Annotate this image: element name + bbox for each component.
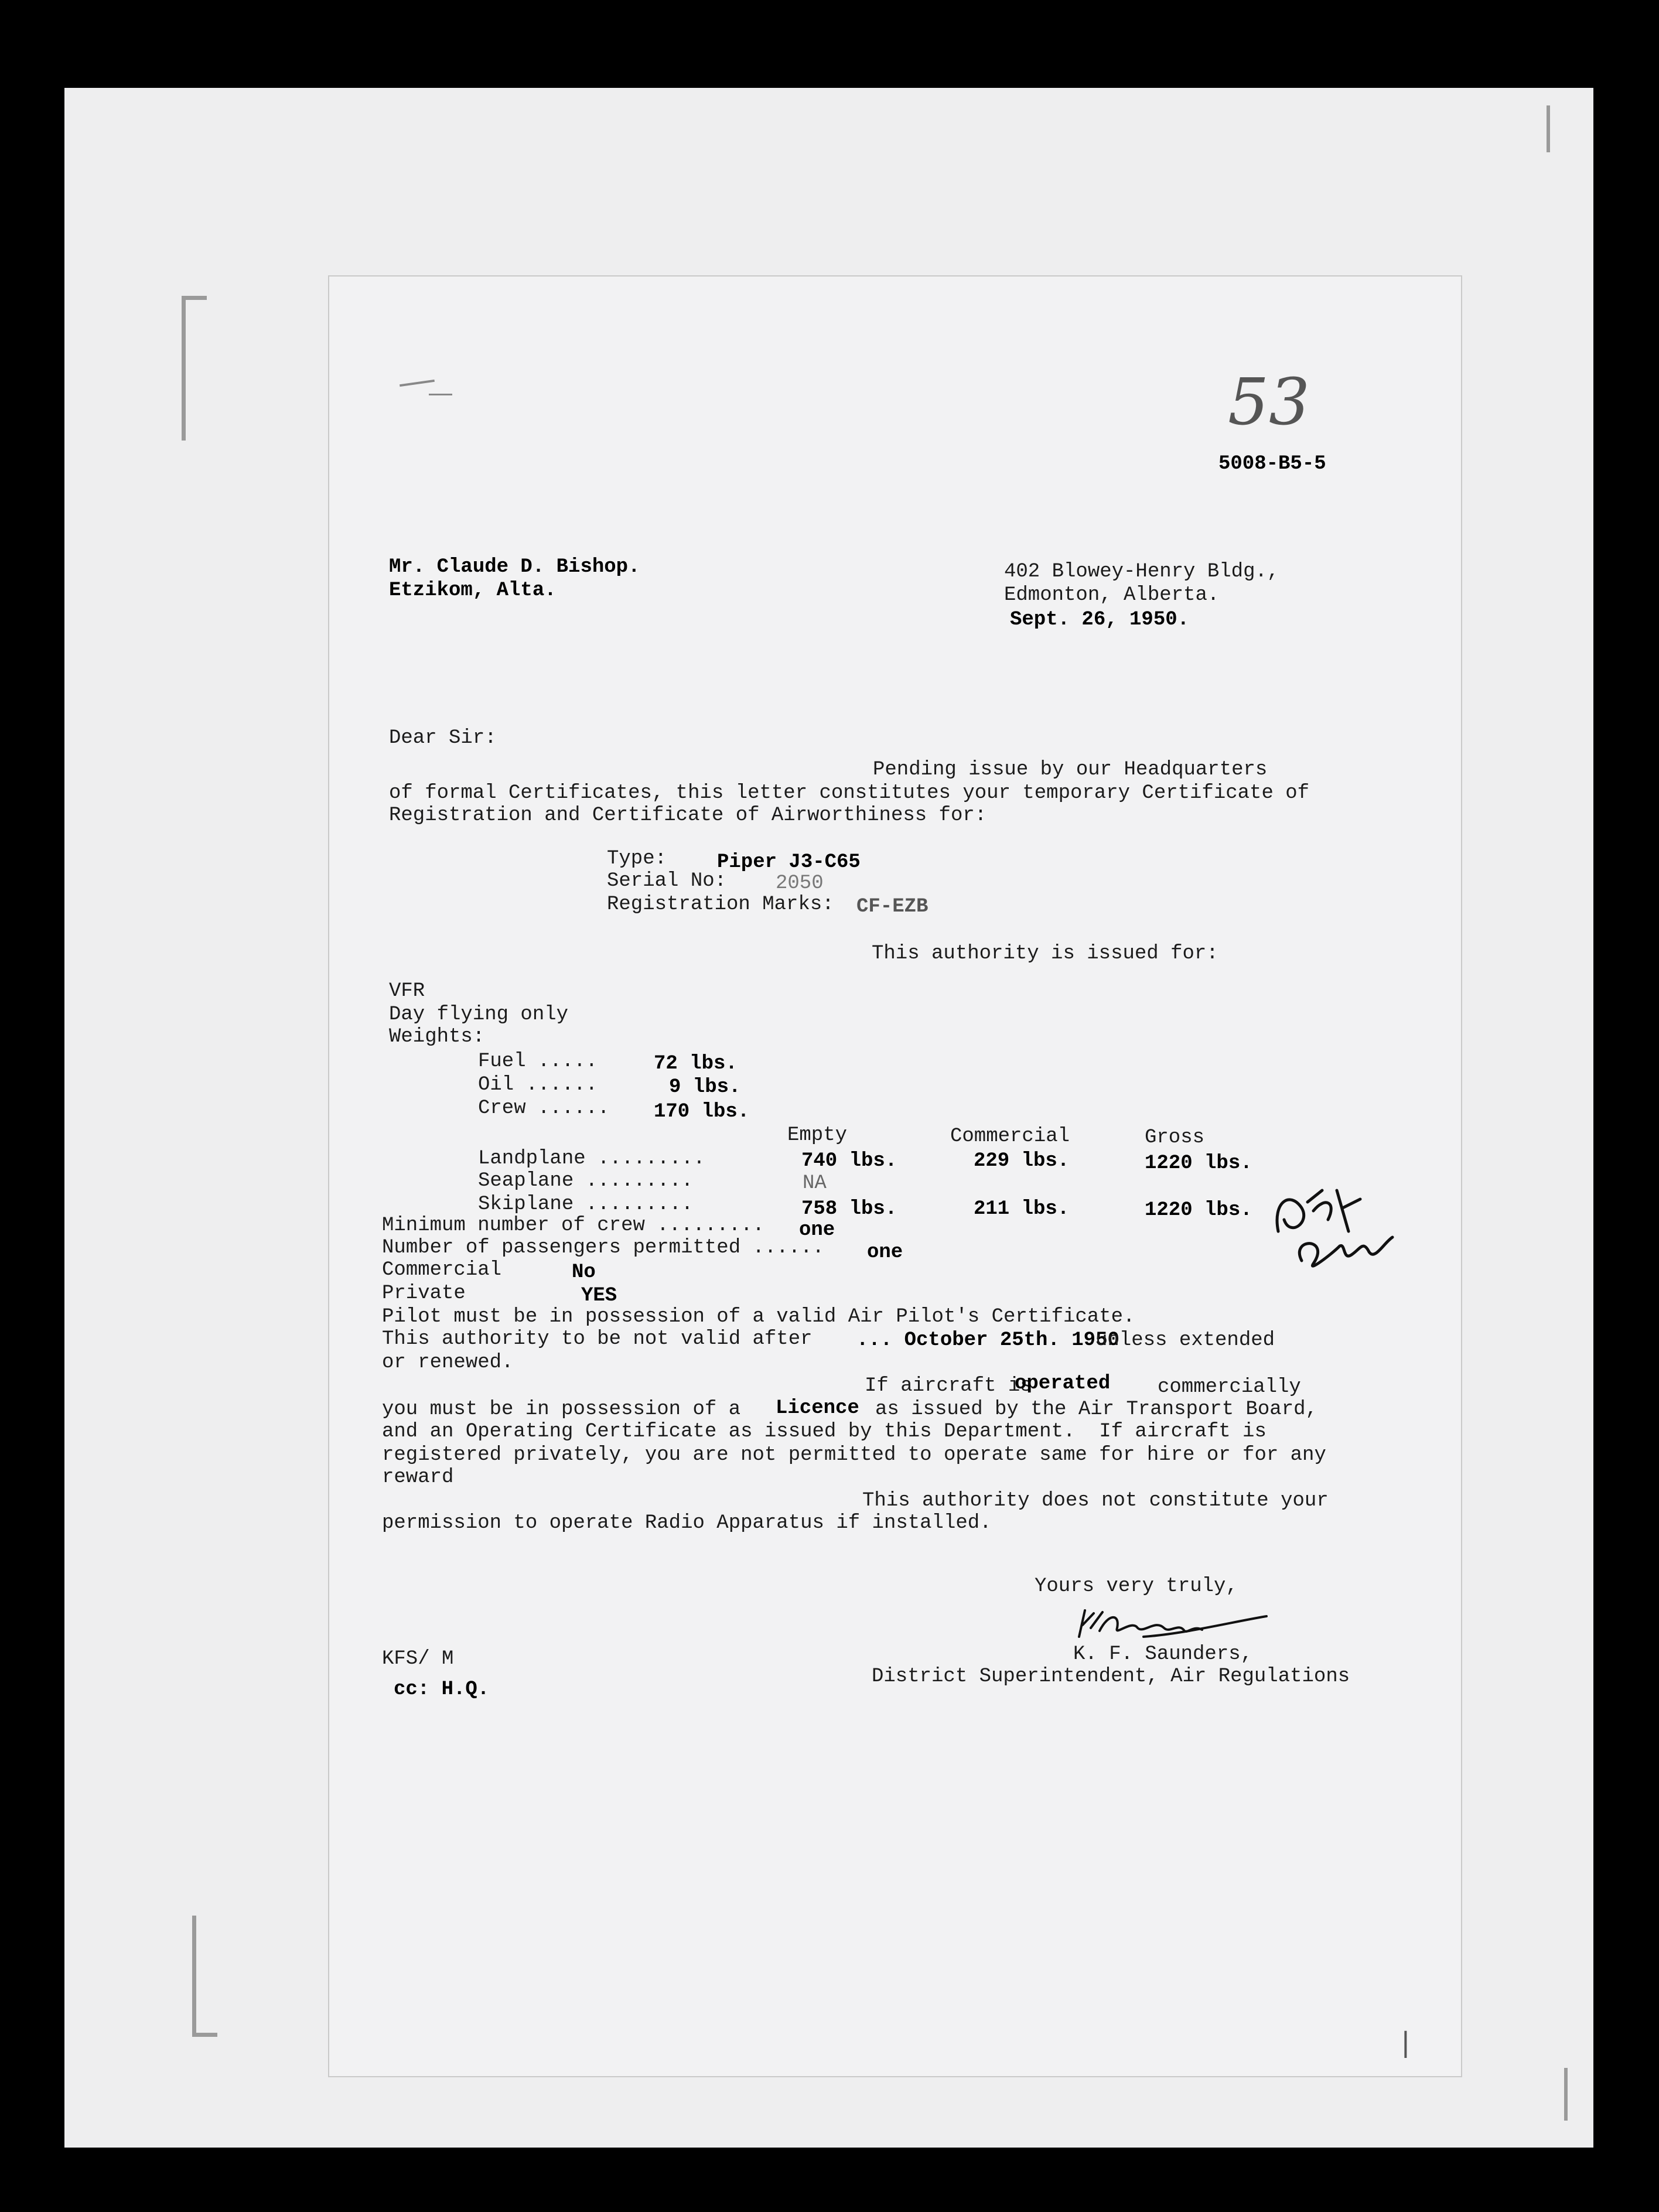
document-mount bbox=[64, 88, 1593, 2148]
commercial-label: Commercial bbox=[382, 1259, 502, 1281]
stray-mark bbox=[400, 380, 435, 387]
skiplane-commercial: 211 lbs. bbox=[974, 1198, 1070, 1220]
passengers-label: Number of passengers permitted ...... bbox=[382, 1237, 824, 1259]
condition-vfr: VFR bbox=[389, 980, 425, 1002]
radio-para-line2: permission to operate Radio Apparatus if installed. bbox=[382, 1512, 992, 1534]
landplane-gross: 1220 lbs. bbox=[1145, 1152, 1252, 1175]
header-commercial: Commercial bbox=[950, 1125, 1070, 1148]
registration-label: Registration Marks: bbox=[607, 893, 834, 916]
validity-line2: or renewed. bbox=[382, 1351, 514, 1374]
min-crew-value: one bbox=[799, 1219, 835, 1241]
closing: Yours very truly, bbox=[1035, 1575, 1238, 1597]
fuel-label: Fuel ..... bbox=[478, 1050, 598, 1073]
landplane-label: Landplane ......... bbox=[478, 1148, 705, 1170]
commercial-value: No bbox=[572, 1261, 596, 1283]
oil-value: 9 lbs. bbox=[669, 1076, 741, 1098]
intro-line2: of formal Certificates, this letter constitutes your temporary Certificate of bbox=[389, 782, 1310, 804]
validity-tail: unless extended bbox=[1095, 1329, 1275, 1351]
serial-value: 2050 bbox=[776, 872, 824, 895]
signature-name: K. F. Saunders, bbox=[1073, 1643, 1253, 1665]
commercial-para-b-tail: as issued by the Air Transport Board, bbox=[875, 1398, 1317, 1421]
letter-date: Sept. 26, 1950. bbox=[1010, 609, 1190, 631]
page-number-handwritten: 53 bbox=[1228, 364, 1310, 439]
sender-address-line2: Edmonton, Alberta. bbox=[1004, 584, 1220, 606]
commercial-para-a-tail: commercially bbox=[1158, 1376, 1301, 1398]
commercial-para-b-word: Licence bbox=[776, 1397, 859, 1419]
handwritten-annotation bbox=[1267, 1167, 1401, 1278]
serial-label: Serial No: bbox=[607, 870, 727, 892]
weights-heading: Weights: bbox=[389, 1026, 485, 1048]
corner-mark-top-left bbox=[182, 296, 207, 441]
edge-mark-bottom-right bbox=[1564, 2068, 1568, 2121]
skiplane-label: Skiplane ......... bbox=[478, 1193, 694, 1216]
header-empty: Empty bbox=[787, 1124, 848, 1146]
passengers-value: one bbox=[867, 1241, 903, 1264]
stray-mark bbox=[429, 394, 452, 395]
salutation: Dear Sir: bbox=[389, 727, 497, 749]
intro-line1: Pending issue by our Headquarters bbox=[873, 759, 1268, 781]
authority-line: This authority is issued for: bbox=[872, 943, 1218, 965]
landplane-commercial: 229 lbs. bbox=[974, 1150, 1070, 1172]
commercial-para-line5: reward bbox=[382, 1466, 454, 1489]
commercial-para-line4: registered privately, you are not permitted to operate same for hire or for any bbox=[382, 1444, 1326, 1466]
validity-date: ... October 25th. 1950 bbox=[856, 1329, 1119, 1351]
intro-line3: Registration and Certificate of Airworthiness for: bbox=[389, 804, 987, 827]
commercial-para-a-word: operated bbox=[1015, 1373, 1111, 1395]
initials: KFS/ M bbox=[382, 1648, 454, 1670]
radio-para-line1: This authority does not constitute your bbox=[862, 1490, 1329, 1512]
signature-title: District Superintendent, Air Regulations bbox=[872, 1665, 1350, 1688]
type-label: Type: bbox=[607, 848, 667, 870]
file-number: 5008-B5-5 bbox=[1218, 453, 1326, 475]
commercial-para-line3: and an Operating Certificate as issued by this Department. If aircraft is bbox=[382, 1421, 1267, 1443]
skiplane-gross: 1220 lbs. bbox=[1145, 1199, 1252, 1221]
commercial-para-b-lead: you must be in possession of a bbox=[382, 1398, 741, 1421]
type-value: Piper J3-C65 bbox=[717, 851, 861, 873]
min-crew-label: Minimum number of crew ......... bbox=[382, 1214, 764, 1237]
registration-value: CF-EZB bbox=[856, 896, 929, 918]
recipient-place: Etzikom, Alta. bbox=[389, 579, 557, 602]
crew-value: 170 lbs. bbox=[654, 1101, 750, 1123]
carbon-copy: cc: H.Q. bbox=[394, 1678, 490, 1701]
seaplane-label: Seaplane ......... bbox=[478, 1170, 694, 1192]
fuel-value: 72 lbs. bbox=[654, 1053, 738, 1075]
crew-label: Crew ...... bbox=[478, 1097, 610, 1119]
recipient-name: Mr. Claude D. Bishop. bbox=[389, 556, 640, 578]
letter-page bbox=[328, 275, 1462, 2077]
skiplane-empty: 758 lbs. bbox=[801, 1198, 897, 1220]
private-label: Private bbox=[382, 1282, 466, 1305]
pilot-line: Pilot must be in possession of a valid Air Pilot's Certificate. bbox=[382, 1306, 1135, 1328]
corner-mark-bottom-left bbox=[192, 1916, 217, 2037]
private-value: YES bbox=[581, 1285, 617, 1307]
edge-mark-top-right bbox=[1547, 105, 1550, 152]
landplane-empty: 740 lbs. bbox=[801, 1150, 897, 1172]
seaplane-empty: NA bbox=[803, 1172, 827, 1194]
condition-day: Day flying only bbox=[389, 1003, 569, 1026]
oil-label: Oil ...... bbox=[478, 1074, 598, 1096]
validity-lead: This authority to be not valid after bbox=[382, 1328, 813, 1350]
commercial-para-a-lead: If aircraft is bbox=[865, 1375, 1032, 1397]
stray-pencil-mark: ∣ bbox=[1401, 2028, 1410, 2062]
sender-address-line1: 402 Blowey-Henry Bldg., bbox=[1004, 561, 1279, 583]
header-gross: Gross bbox=[1145, 1127, 1205, 1149]
